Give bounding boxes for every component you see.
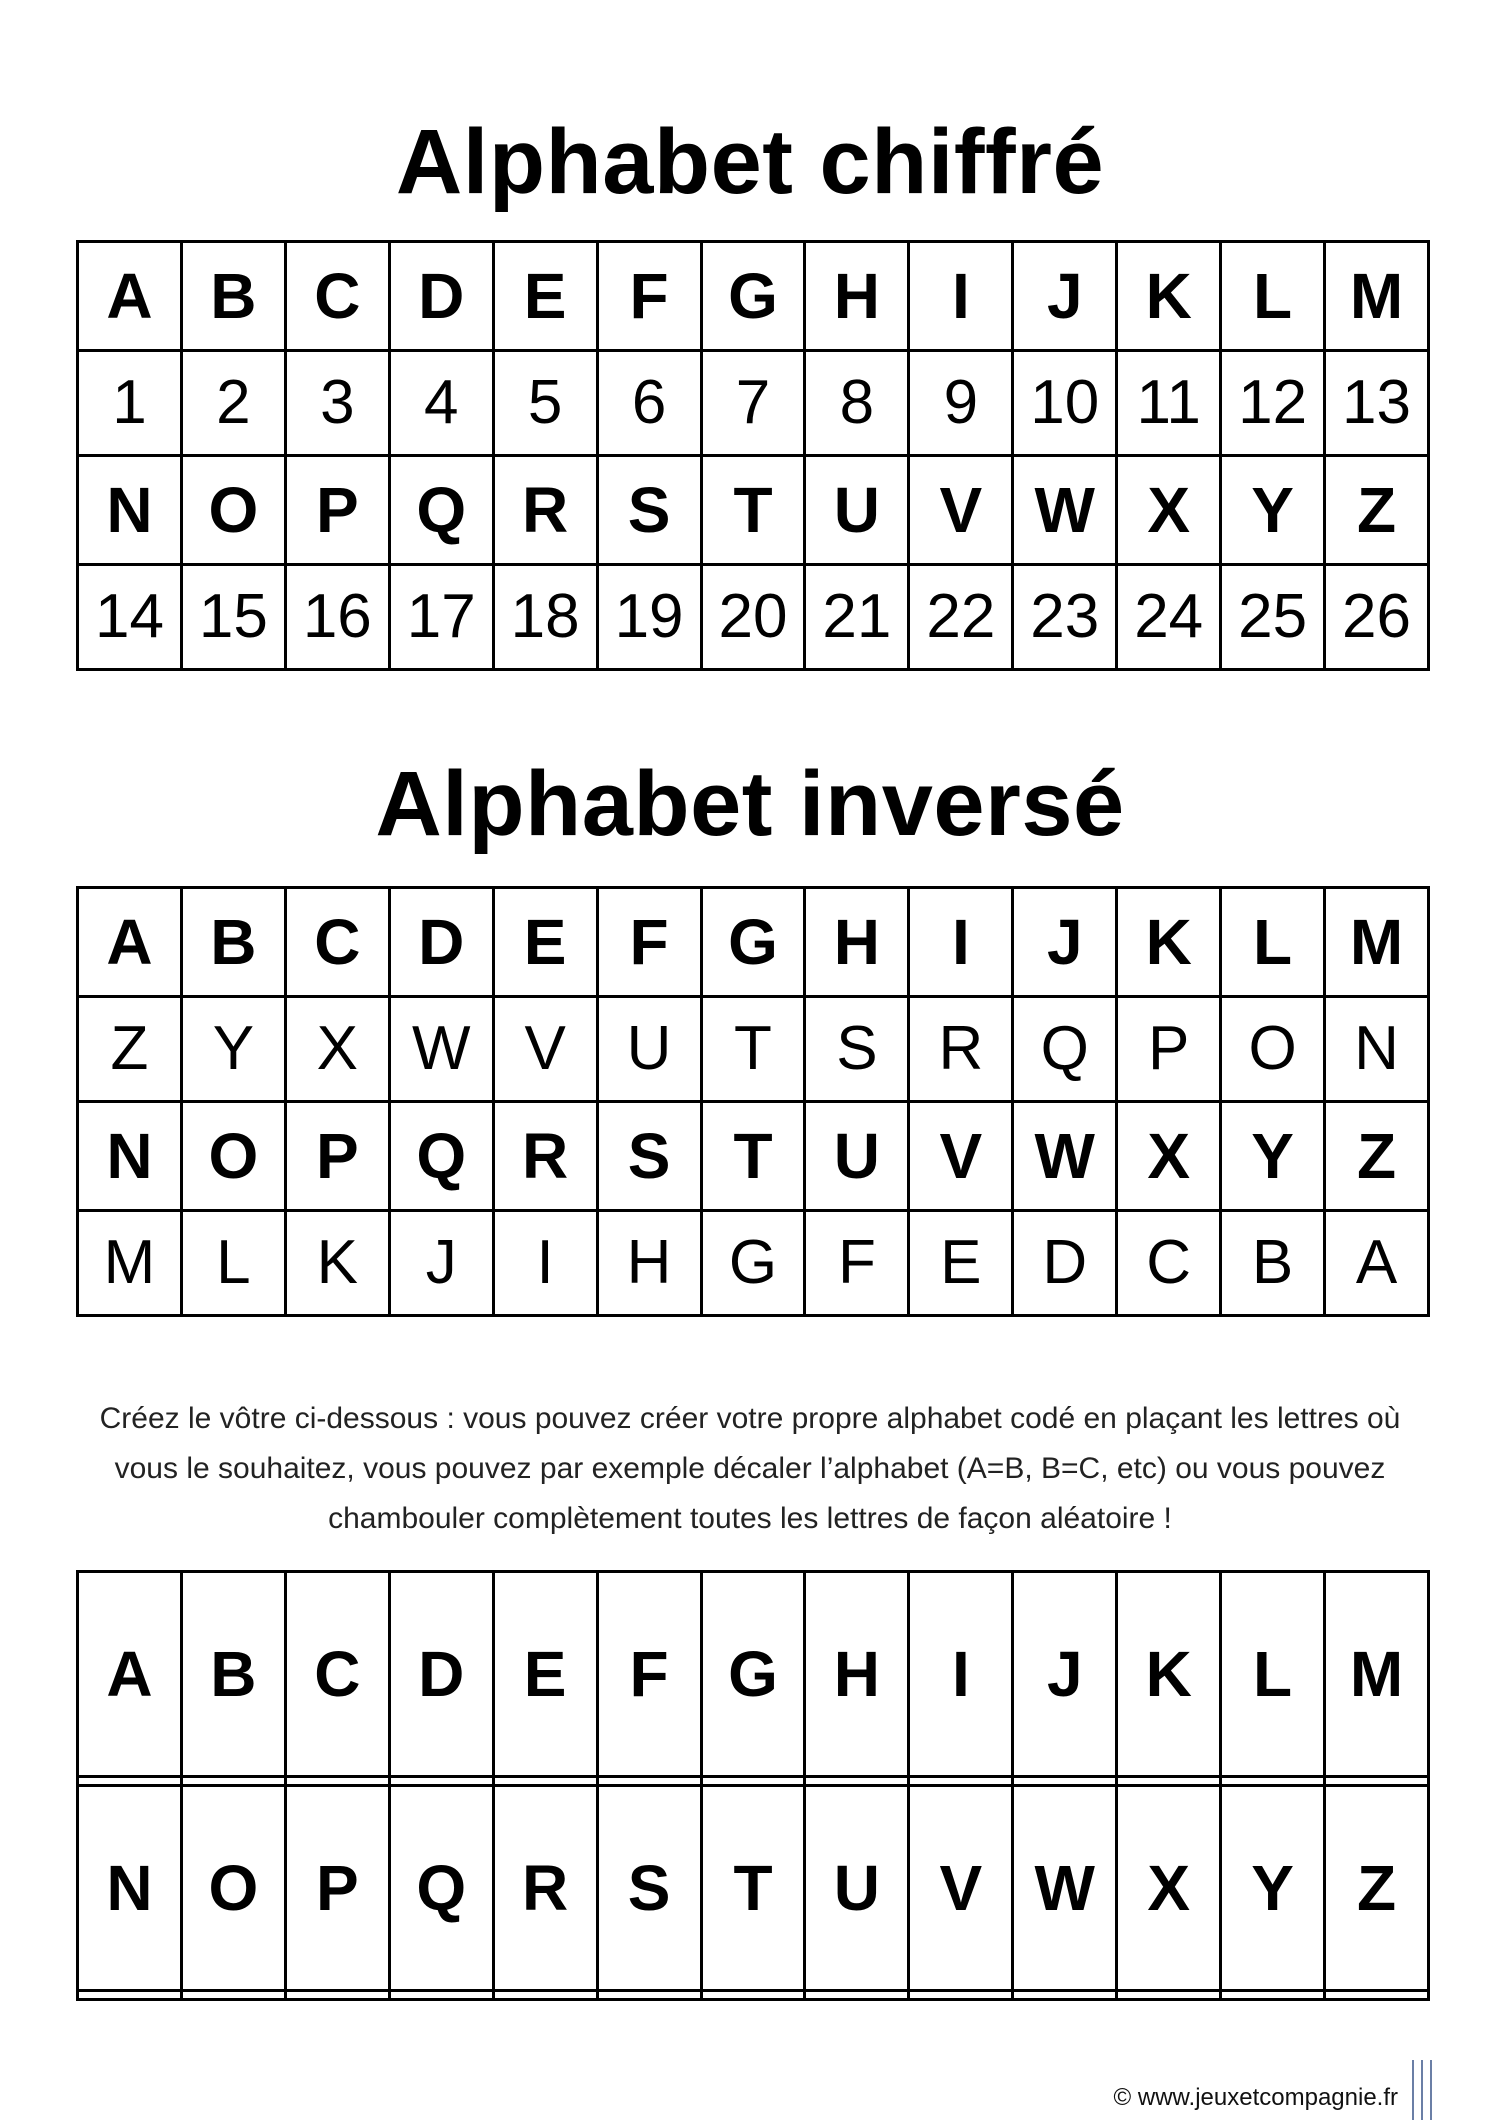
code-cell: 26 bbox=[1325, 564, 1429, 669]
code-cell: X bbox=[285, 996, 389, 1101]
letter-cell: H bbox=[805, 242, 909, 351]
letter-cell: T bbox=[701, 1101, 805, 1210]
code-cell: 14 bbox=[78, 564, 182, 669]
code-cell: 22 bbox=[909, 564, 1013, 669]
letter-cell: F bbox=[597, 1572, 701, 1777]
cipher-table-reversed bbox=[76, 886, 1430, 1317]
code-cell: 21 bbox=[805, 564, 909, 669]
letter-cell: J bbox=[1013, 242, 1117, 351]
letter-row bbox=[78, 242, 1429, 351]
letter-cell: Q bbox=[389, 1785, 493, 1990]
code-cell: 23 bbox=[1013, 564, 1117, 669]
code-cell: H bbox=[597, 1210, 701, 1315]
code-cell[interactable] bbox=[597, 1990, 701, 1999]
code-cell[interactable] bbox=[1117, 1990, 1221, 1999]
letter-cell: X bbox=[1117, 455, 1221, 564]
letter-cell: G bbox=[701, 242, 805, 351]
letter-cell: P bbox=[285, 455, 389, 564]
code-cell[interactable] bbox=[805, 1776, 909, 1785]
letter-cell: C bbox=[285, 888, 389, 997]
letter-cell: N bbox=[78, 1785, 182, 1990]
letter-cell: Z bbox=[1325, 1785, 1429, 1990]
code-cell: 15 bbox=[181, 564, 285, 669]
letter-row bbox=[78, 1101, 1429, 1210]
code-row bbox=[78, 1210, 1429, 1315]
code-cell: 1 bbox=[78, 350, 182, 455]
letter-row bbox=[78, 888, 1429, 997]
code-cell: C bbox=[1117, 1210, 1221, 1315]
code-cell: W bbox=[389, 996, 493, 1101]
code-cell: T bbox=[701, 996, 805, 1101]
code-cell: 10 bbox=[1013, 350, 1117, 455]
letter-cell: N bbox=[78, 1101, 182, 1210]
code-cell: F bbox=[805, 1210, 909, 1315]
code-cell[interactable] bbox=[701, 1776, 805, 1785]
letter-cell: E bbox=[493, 242, 597, 351]
letter-cell: Y bbox=[1221, 1101, 1325, 1210]
letter-cell: Y bbox=[1221, 1785, 1325, 1990]
letter-cell: D bbox=[389, 888, 493, 997]
code-cell: 4 bbox=[389, 350, 493, 455]
letter-cell: A bbox=[78, 242, 182, 351]
code-cell: K bbox=[285, 1210, 389, 1315]
code-row bbox=[78, 1990, 1429, 1999]
code-cell: 16 bbox=[285, 564, 389, 669]
letter-cell: A bbox=[78, 1572, 182, 1777]
letter-cell: F bbox=[597, 242, 701, 351]
code-cell[interactable] bbox=[909, 1776, 1013, 1785]
code-cell: 3 bbox=[285, 350, 389, 455]
code-cell: L bbox=[181, 1210, 285, 1315]
letter-cell: C bbox=[285, 242, 389, 351]
code-cell: 11 bbox=[1117, 350, 1221, 455]
code-cell: 12 bbox=[1221, 350, 1325, 455]
letter-cell: H bbox=[805, 888, 909, 997]
code-cell: U bbox=[597, 996, 701, 1101]
code-cell: Z bbox=[78, 996, 182, 1101]
corner-lines-decoration bbox=[1412, 2060, 1434, 2120]
letter-cell: Z bbox=[1325, 1101, 1429, 1210]
code-cell[interactable] bbox=[1325, 1990, 1429, 1999]
code-cell: 2 bbox=[181, 350, 285, 455]
letter-cell: Q bbox=[389, 455, 493, 564]
copyright-footer: © www.jeuxetcompagnie.fr bbox=[1113, 2084, 1398, 2111]
letter-cell: K bbox=[1117, 242, 1221, 351]
letter-cell: M bbox=[1325, 888, 1429, 997]
code-cell: 20 bbox=[701, 564, 805, 669]
code-cell: S bbox=[805, 996, 909, 1101]
code-cell: 17 bbox=[389, 564, 493, 669]
letter-cell: V bbox=[909, 1101, 1013, 1210]
code-cell: 7 bbox=[701, 350, 805, 455]
letter-cell: U bbox=[805, 1785, 909, 1990]
letter-cell: O bbox=[181, 1101, 285, 1210]
code-cell: E bbox=[909, 1210, 1013, 1315]
letter-cell: U bbox=[805, 455, 909, 564]
letter-cell: N bbox=[78, 455, 182, 564]
code-cell[interactable] bbox=[285, 1990, 389, 1999]
code-cell[interactable] bbox=[909, 1990, 1013, 1999]
code-cell[interactable] bbox=[181, 1990, 285, 1999]
code-cell[interactable] bbox=[1013, 1990, 1117, 1999]
letter-cell: Q bbox=[389, 1101, 493, 1210]
letter-cell: H bbox=[805, 1572, 909, 1777]
letter-cell: J bbox=[1013, 1572, 1117, 1777]
code-cell: 25 bbox=[1221, 564, 1325, 669]
letter-cell: T bbox=[701, 455, 805, 564]
letter-cell: B bbox=[181, 888, 285, 997]
code-row bbox=[78, 350, 1429, 455]
title-alphabet-chiffre: Alphabet chiffré bbox=[395, 111, 1105, 213]
letter-cell: K bbox=[1117, 888, 1221, 997]
code-cell: N bbox=[1325, 996, 1429, 1101]
letter-row bbox=[78, 455, 1429, 564]
code-cell[interactable] bbox=[285, 1776, 389, 1785]
letter-cell: W bbox=[1013, 1785, 1117, 1990]
code-cell: R bbox=[909, 996, 1013, 1101]
code-row bbox=[78, 1776, 1429, 1785]
code-cell: 6 bbox=[597, 350, 701, 455]
letter-cell: V bbox=[909, 1785, 1013, 1990]
code-cell: O bbox=[1221, 996, 1325, 1101]
letter-cell: M bbox=[1325, 1572, 1429, 1777]
code-cell: 19 bbox=[597, 564, 701, 669]
code-cell: D bbox=[1013, 1210, 1117, 1315]
code-cell[interactable] bbox=[1117, 1776, 1221, 1785]
letter-cell: U bbox=[805, 1101, 909, 1210]
letter-cell: V bbox=[909, 455, 1013, 564]
letter-cell: P bbox=[285, 1101, 389, 1210]
letter-cell: T bbox=[701, 1785, 805, 1990]
letter-cell: E bbox=[493, 1572, 597, 1777]
code-cell: P bbox=[1117, 996, 1221, 1101]
title-alphabet-inverse: Alphabet inversé bbox=[375, 753, 1125, 855]
letter-cell: S bbox=[597, 1785, 701, 1990]
code-cell[interactable] bbox=[1325, 1776, 1429, 1785]
code-cell: G bbox=[701, 1210, 805, 1315]
letter-cell: M bbox=[1325, 242, 1429, 351]
code-cell: B bbox=[1221, 1210, 1325, 1315]
letter-cell: S bbox=[597, 455, 701, 564]
letter-cell: I bbox=[909, 888, 1013, 997]
code-cell[interactable] bbox=[493, 1776, 597, 1785]
code-cell: M bbox=[78, 1210, 182, 1315]
letter-cell: G bbox=[701, 1572, 805, 1777]
letter-cell: O bbox=[181, 1785, 285, 1990]
letter-cell: L bbox=[1221, 1572, 1325, 1777]
code-row bbox=[78, 564, 1429, 669]
letter-cell: W bbox=[1013, 455, 1117, 564]
code-cell[interactable] bbox=[805, 1990, 909, 1999]
code-cell: I bbox=[493, 1210, 597, 1315]
code-cell[interactable] bbox=[1221, 1990, 1325, 1999]
code-cell[interactable] bbox=[78, 1776, 182, 1785]
letter-cell: B bbox=[181, 1572, 285, 1777]
letter-cell: A bbox=[78, 888, 182, 997]
letter-cell: R bbox=[493, 455, 597, 564]
code-cell: Q bbox=[1013, 996, 1117, 1101]
letter-cell: C bbox=[285, 1572, 389, 1777]
letter-cell: E bbox=[493, 888, 597, 997]
code-cell: Y bbox=[181, 996, 285, 1101]
letter-cell: R bbox=[493, 1785, 597, 1990]
code-cell: A bbox=[1325, 1210, 1429, 1315]
letter-cell: X bbox=[1117, 1785, 1221, 1990]
letter-cell: S bbox=[597, 1101, 701, 1210]
letter-cell: L bbox=[1221, 242, 1325, 351]
code-cell[interactable] bbox=[493, 1990, 597, 1999]
letter-cell: G bbox=[701, 888, 805, 997]
letter-row bbox=[78, 1785, 1429, 1990]
code-cell[interactable] bbox=[389, 1776, 493, 1785]
letter-cell: B bbox=[181, 242, 285, 351]
letter-cell: I bbox=[909, 1572, 1013, 1777]
letter-cell: R bbox=[493, 1101, 597, 1210]
cipher-table-custom bbox=[76, 1570, 1430, 2001]
letter-cell: D bbox=[389, 242, 493, 351]
letter-cell: W bbox=[1013, 1101, 1117, 1210]
letter-cell: Z bbox=[1325, 455, 1429, 564]
cipher-table-numbers bbox=[76, 240, 1430, 671]
letter-cell: J bbox=[1013, 888, 1117, 997]
code-cell: 18 bbox=[493, 564, 597, 669]
code-row bbox=[78, 996, 1429, 1101]
code-cell[interactable] bbox=[1221, 1776, 1325, 1785]
code-cell[interactable] bbox=[389, 1990, 493, 1999]
code-cell: V bbox=[493, 996, 597, 1101]
code-cell: J bbox=[389, 1210, 493, 1315]
letter-cell: K bbox=[1117, 1572, 1221, 1777]
letter-cell: D bbox=[389, 1572, 493, 1777]
letter-cell: O bbox=[181, 455, 285, 564]
letter-row bbox=[78, 1572, 1429, 1777]
letter-cell: I bbox=[909, 242, 1013, 351]
code-cell: 9 bbox=[909, 350, 1013, 455]
code-cell[interactable] bbox=[701, 1990, 805, 1999]
code-cell: 8 bbox=[805, 350, 909, 455]
letter-cell: L bbox=[1221, 888, 1325, 997]
code-cell[interactable] bbox=[181, 1776, 285, 1785]
letter-cell: F bbox=[597, 888, 701, 997]
letter-cell: Y bbox=[1221, 455, 1325, 564]
instructions-text: Créez le vôtre ci-dessous : vous pouvez créer votre propre alphabet codé en plaçant les lettres où vous le souhaitez, vous pouvez par exemple décaler l’alphabet (A=B, B=C, etc) ou vous pouvez chambouler complètement toutes les lettres de façon aléatoire ! bbox=[99, 1402, 1401, 1535]
code-cell: 13 bbox=[1325, 350, 1429, 455]
code-cell[interactable] bbox=[1013, 1776, 1117, 1785]
code-cell: 5 bbox=[493, 350, 597, 455]
code-cell[interactable] bbox=[78, 1990, 182, 1999]
code-cell: 24 bbox=[1117, 564, 1221, 669]
code-cell[interactable] bbox=[597, 1776, 701, 1785]
letter-cell: X bbox=[1117, 1101, 1221, 1210]
letter-cell: P bbox=[285, 1785, 389, 1990]
